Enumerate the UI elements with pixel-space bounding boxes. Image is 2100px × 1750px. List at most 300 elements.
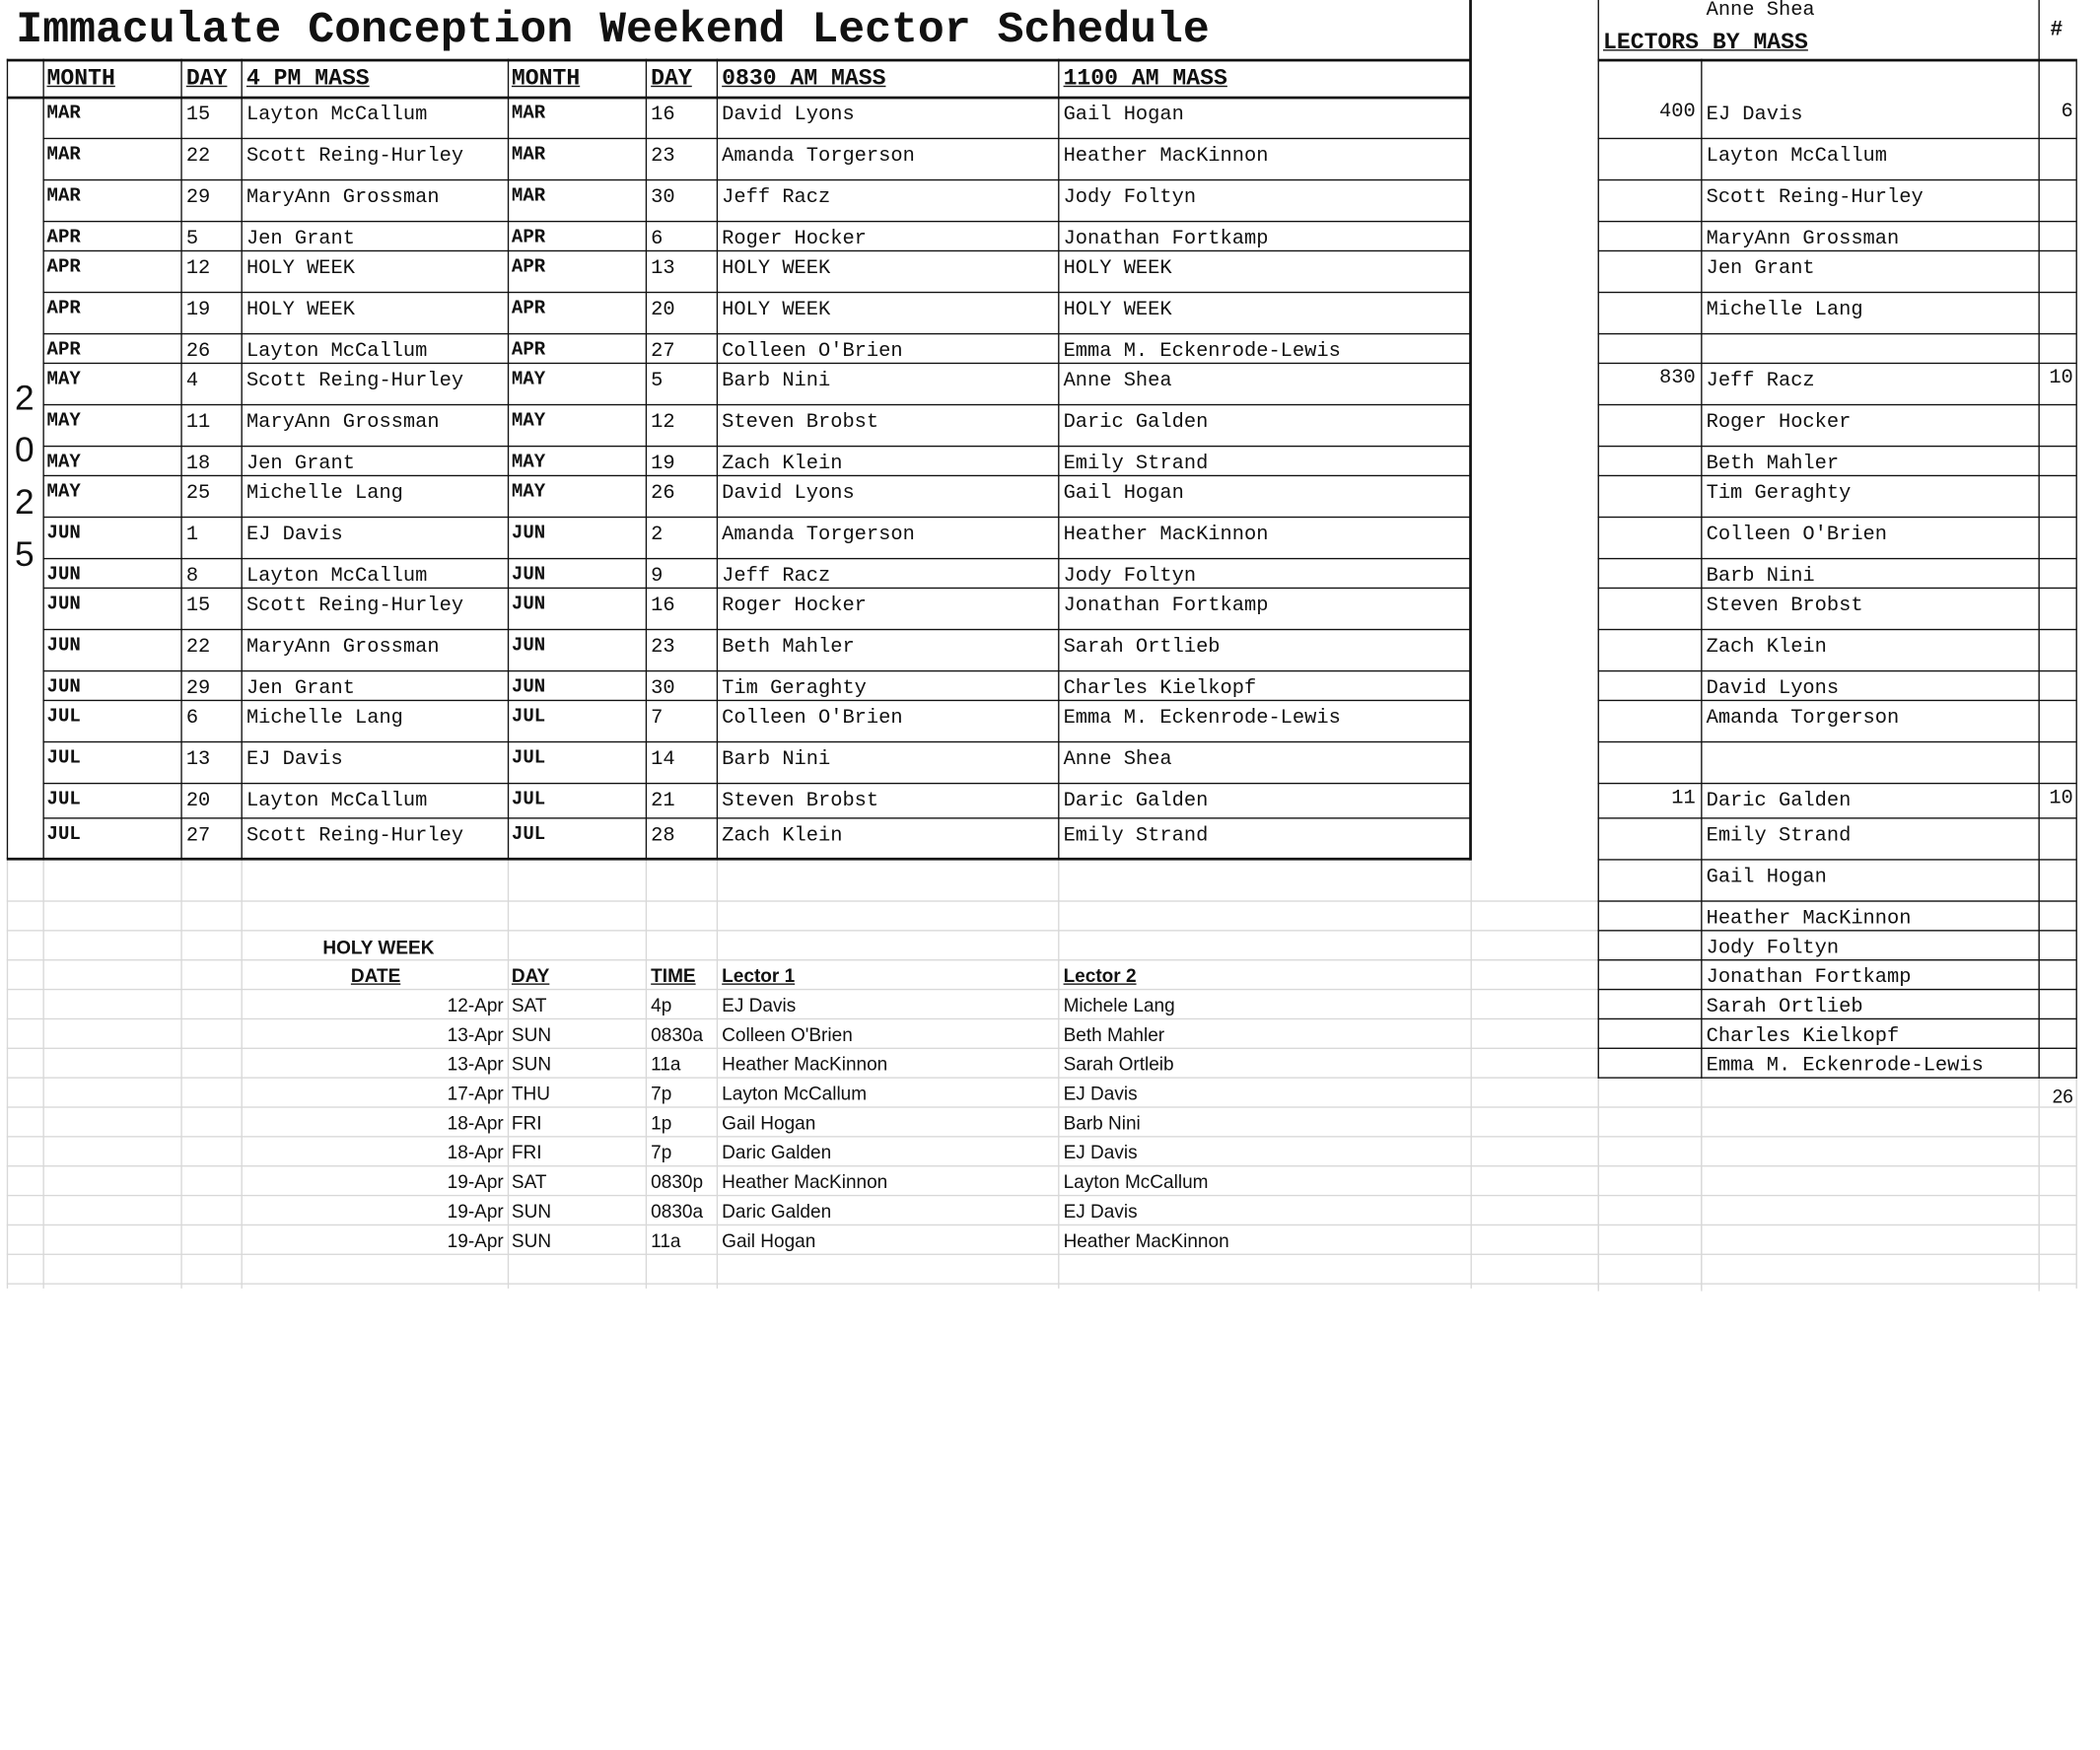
lector-cell[interactable]: Charles Kielkopf bbox=[1063, 676, 1257, 700]
border bbox=[42, 670, 1470, 671]
lector-cell[interactable]: MaryAnn Grossman bbox=[245, 185, 440, 209]
lector-cell[interactable]: Daric Galden bbox=[1063, 789, 1209, 812]
border bbox=[1598, 221, 2076, 222]
count-cell: 10 bbox=[2049, 786, 2073, 810]
border bbox=[7, 97, 1471, 100]
border bbox=[1598, 588, 2076, 589]
holy-week-date[interactable]: 19-Apr bbox=[447, 1200, 504, 1223]
border bbox=[1598, 741, 2076, 742]
year-digit: 2 bbox=[14, 377, 35, 418]
day-cell[interactable]: 25 bbox=[185, 481, 211, 505]
lector-name-cell[interactable]: Gail Hogan bbox=[1706, 866, 1827, 889]
month-cell[interactable]: MAY bbox=[511, 481, 546, 504]
lector-cell[interactable]: Zach Klein bbox=[722, 823, 843, 848]
month-cell[interactable]: JUL bbox=[46, 789, 81, 811]
day-cell[interactable]: 6 bbox=[651, 227, 664, 250]
border bbox=[42, 363, 1470, 364]
holy-week-time[interactable]: 0830a bbox=[651, 1200, 704, 1223]
month-cell[interactable]: MAY bbox=[511, 452, 546, 474]
holy-week-header: Lector 2 bbox=[1063, 964, 1137, 987]
holy-week-day[interactable]: FRI bbox=[511, 1141, 542, 1163]
holy-week-time[interactable]: 11a bbox=[651, 1229, 681, 1251]
column-header: 1100 AM MASS bbox=[1063, 66, 1227, 93]
day-cell[interactable]: 22 bbox=[185, 635, 211, 659]
border bbox=[1598, 558, 2076, 559]
border bbox=[1598, 292, 2076, 293]
lector-name-cell[interactable]: Layton McCallum bbox=[1706, 144, 1888, 168]
border bbox=[1598, 0, 1599, 1079]
day-cell[interactable]: 7 bbox=[651, 706, 664, 730]
lector-name-cell[interactable]: Tim Geraghty bbox=[1706, 481, 1852, 505]
month-cell[interactable]: APR bbox=[46, 227, 81, 249]
holy-week-lector1[interactable]: Layton McCallum bbox=[722, 1082, 868, 1104]
day-cell[interactable]: 13 bbox=[185, 747, 211, 771]
lector-name-cell[interactable]: Jonathan Fortkamp bbox=[1706, 965, 1912, 989]
lector-cell[interactable]: Barb Nini bbox=[722, 747, 831, 771]
month-cell[interactable]: JUL bbox=[46, 823, 81, 846]
border bbox=[42, 221, 1470, 222]
gridline-vertical bbox=[1701, 1077, 1702, 1291]
day-cell[interactable]: 18 bbox=[185, 452, 211, 475]
lector-cell[interactable]: HOLY WEEK bbox=[1063, 256, 1172, 280]
lector-name-cell[interactable]: EJ Davis bbox=[1706, 103, 1803, 126]
lector-cell[interactable]: MaryAnn Grossman bbox=[245, 635, 440, 659]
day-cell[interactable]: 11 bbox=[185, 410, 211, 434]
month-cell[interactable]: JUL bbox=[511, 747, 546, 770]
month-cell[interactable]: JUN bbox=[511, 594, 546, 616]
border bbox=[42, 179, 1470, 180]
month-cell[interactable]: JUN bbox=[46, 523, 81, 545]
border bbox=[1598, 404, 2076, 405]
holy-week-lector2[interactable]: Barb Nini bbox=[1063, 1111, 1141, 1134]
count-cell: 6 bbox=[2061, 100, 2073, 123]
day-cell[interactable]: 9 bbox=[651, 564, 664, 588]
day-cell[interactable]: 20 bbox=[651, 298, 675, 321]
lector-name-cell[interactable]: Anne Shea bbox=[1706, 0, 1815, 22]
holy-week-day[interactable]: SUN bbox=[511, 1200, 552, 1223]
holy-week-time[interactable]: 11a bbox=[651, 1053, 681, 1075]
holy-week-day[interactable]: SUN bbox=[511, 1023, 552, 1045]
lector-cell[interactable]: MaryAnn Grossman bbox=[245, 410, 440, 434]
border bbox=[1598, 783, 2076, 784]
month-cell[interactable]: APR bbox=[46, 298, 81, 320]
lector-cell[interactable]: Amanda Torgerson bbox=[722, 523, 915, 546]
lector-cell[interactable]: Scott Reing-Hurley bbox=[245, 144, 464, 168]
month-cell[interactable]: JUL bbox=[511, 823, 546, 846]
day-cell[interactable]: 28 bbox=[651, 823, 675, 848]
month-cell[interactable]: JUN bbox=[46, 635, 81, 658]
day-cell[interactable]: 4 bbox=[185, 369, 199, 392]
holy-week-lector2[interactable]: Michele Lang bbox=[1063, 994, 1175, 1016]
lector-cell[interactable]: Gail Hogan bbox=[1063, 481, 1184, 505]
holy-week-lector1[interactable]: Colleen O'Brien bbox=[722, 1023, 853, 1045]
month-cell[interactable]: APR bbox=[46, 339, 81, 362]
month-cell[interactable]: APR bbox=[511, 298, 546, 320]
lector-cell[interactable]: Jonathan Fortkamp bbox=[1063, 594, 1269, 617]
holy-week-lector1[interactable]: EJ Davis bbox=[722, 994, 797, 1016]
mass-time-cell: 830 bbox=[1659, 366, 1696, 389]
lectors-total: 26 bbox=[2052, 1085, 2073, 1107]
day-cell[interactable]: 16 bbox=[651, 103, 675, 126]
gridline-horizontal bbox=[7, 1106, 2076, 1107]
gridline-horizontal bbox=[7, 1254, 2076, 1255]
gridline-vertical bbox=[1598, 1077, 1599, 1291]
holy-week-day[interactable]: SAT bbox=[511, 994, 547, 1016]
holy-week-date[interactable]: 13-Apr bbox=[447, 1053, 504, 1075]
month-cell[interactable]: JUL bbox=[511, 706, 546, 729]
day-cell[interactable]: 6 bbox=[185, 706, 199, 730]
day-cell[interactable]: 19 bbox=[185, 298, 211, 321]
lector-cell[interactable]: Michelle Lang bbox=[245, 706, 403, 730]
border bbox=[1598, 333, 2076, 334]
mass-time-cell: 11 bbox=[1671, 786, 1696, 810]
month-cell[interactable]: MAY bbox=[46, 369, 81, 391]
gridline-horizontal bbox=[7, 1136, 2076, 1137]
holy-week-time[interactable]: 7p bbox=[651, 1141, 672, 1163]
lector-cell[interactable]: Jeff Racz bbox=[722, 564, 831, 588]
border bbox=[42, 138, 1470, 139]
holy-week-date[interactable]: 13-Apr bbox=[447, 1023, 504, 1045]
lector-cell[interactable]: Emma M. Eckenrode-Lewis bbox=[1063, 706, 1341, 730]
lector-name-cell[interactable]: Scott Reing-Hurley bbox=[1706, 185, 1924, 209]
border bbox=[1598, 59, 2076, 62]
month-cell[interactable]: MAR bbox=[46, 103, 81, 125]
lector-cell[interactable]: Jen Grant bbox=[245, 227, 355, 250]
month-cell[interactable]: JUN bbox=[46, 594, 81, 616]
lector-cell[interactable]: HOLY WEEK bbox=[722, 256, 831, 280]
holy-week-header: DAY bbox=[511, 964, 550, 987]
border bbox=[1598, 363, 2076, 364]
border bbox=[1598, 900, 2076, 901]
day-cell[interactable]: 15 bbox=[185, 103, 211, 126]
day-cell[interactable]: 12 bbox=[185, 256, 211, 280]
lector-cell[interactable]: Layton McCallum bbox=[245, 564, 428, 588]
border bbox=[2038, 0, 2039, 1079]
day-cell[interactable]: 20 bbox=[185, 789, 211, 812]
lector-cell[interactable]: Layton McCallum bbox=[245, 789, 428, 812]
column-header: 0830 AM MASS bbox=[722, 66, 886, 93]
lector-name-cell[interactable]: Emma M. Eckenrode-Lewis bbox=[1706, 1054, 1984, 1078]
border bbox=[42, 783, 1470, 784]
month-cell[interactable]: APR bbox=[46, 256, 81, 279]
month-cell[interactable]: JUN bbox=[511, 635, 546, 658]
holy-week-header: TIME bbox=[651, 964, 696, 987]
lector-cell[interactable]: David Lyons bbox=[722, 103, 855, 126]
year-digit: 2 bbox=[14, 481, 35, 523]
lector-cell[interactable]: Emma M. Eckenrode-Lewis bbox=[1063, 339, 1341, 363]
lector-name-cell[interactable]: Beth Mahler bbox=[1706, 452, 1840, 475]
month-cell[interactable]: MAY bbox=[511, 410, 546, 433]
border bbox=[42, 817, 1470, 818]
holy-week-day[interactable]: FRI bbox=[511, 1111, 542, 1134]
lector-name-cell[interactable]: Charles Kielkopf bbox=[1706, 1024, 1900, 1048]
border bbox=[1598, 629, 2076, 630]
column-header: DAY bbox=[185, 66, 228, 93]
day-cell[interactable]: 8 bbox=[185, 564, 199, 588]
border bbox=[42, 741, 1470, 742]
lector-name-cell[interactable]: Emily Strand bbox=[1706, 823, 1852, 848]
border bbox=[1598, 959, 2076, 960]
month-cell[interactable]: JUN bbox=[46, 676, 81, 699]
month-cell[interactable]: JUN bbox=[46, 564, 81, 587]
holy-week-lector1[interactable]: Daric Galden bbox=[722, 1141, 832, 1163]
lector-name-cell[interactable]: David Lyons bbox=[1706, 676, 1840, 700]
border bbox=[42, 629, 1470, 630]
day-cell[interactable]: 23 bbox=[651, 144, 675, 168]
day-cell[interactable]: 2 bbox=[651, 523, 664, 546]
lector-name-cell[interactable]: Steven Brobst bbox=[1706, 594, 1863, 617]
gridline-horizontal bbox=[7, 1195, 2076, 1196]
month-cell[interactable]: MAY bbox=[511, 369, 546, 391]
lector-name-cell[interactable]: Heather MacKinnon bbox=[1706, 907, 1912, 931]
holy-week-date[interactable]: 19-Apr bbox=[447, 1170, 504, 1193]
border bbox=[1598, 670, 2076, 671]
border bbox=[1598, 475, 2076, 476]
gridline-horizontal bbox=[7, 1165, 2076, 1166]
month-cell[interactable]: MAY bbox=[46, 410, 81, 433]
count-cell: 10 bbox=[2049, 366, 2073, 389]
page-title: Immaculate Conception Weekend Lector Schedule bbox=[16, 5, 1210, 55]
month-cell[interactable]: MAY bbox=[46, 481, 81, 504]
lector-cell[interactable]: Jody Foltyn bbox=[1063, 185, 1197, 209]
border bbox=[42, 333, 1470, 334]
month-cell[interactable]: MAR bbox=[46, 185, 81, 208]
lector-cell[interactable]: HOLY WEEK bbox=[245, 298, 355, 321]
month-cell[interactable]: APR bbox=[511, 227, 546, 249]
border bbox=[7, 858, 1471, 861]
day-cell[interactable]: 22 bbox=[185, 144, 211, 168]
column-header: 4 PM MASS bbox=[245, 66, 370, 93]
lector-cell[interactable]: Sarah Ortlieb bbox=[1063, 635, 1221, 659]
day-cell[interactable]: 15 bbox=[185, 594, 211, 617]
month-cell[interactable]: APR bbox=[511, 256, 546, 279]
lector-cell[interactable]: Layton McCallum bbox=[245, 103, 428, 126]
lector-cell[interactable]: Jonathan Fortkamp bbox=[1063, 227, 1269, 250]
border bbox=[1598, 930, 2076, 931]
border bbox=[42, 250, 1470, 251]
column-header: MONTH bbox=[46, 66, 115, 93]
holy-week-lector2[interactable]: Layton McCallum bbox=[1063, 1170, 1209, 1193]
border bbox=[42, 292, 1470, 293]
holy-week-time[interactable]: 0830p bbox=[651, 1170, 704, 1193]
day-cell[interactable]: 21 bbox=[651, 789, 675, 812]
border bbox=[1598, 1077, 2077, 1078]
border bbox=[1598, 1018, 2076, 1019]
holy-week-lector1[interactable]: Gail Hogan bbox=[722, 1111, 816, 1134]
column-header: DAY bbox=[651, 66, 692, 93]
day-cell[interactable]: 27 bbox=[651, 339, 675, 363]
holy-week-lector1[interactable]: Heather MacKinnon bbox=[722, 1170, 888, 1193]
lector-cell[interactable]: HOLY WEEK bbox=[722, 298, 831, 321]
border bbox=[42, 517, 1470, 518]
border bbox=[42, 700, 1470, 701]
holy-week-day[interactable]: THU bbox=[511, 1082, 551, 1104]
lector-cell[interactable]: Colleen O'Brien bbox=[722, 706, 903, 730]
year-digit: 0 bbox=[14, 429, 35, 470]
lector-cell[interactable]: EJ Davis bbox=[245, 747, 343, 771]
day-cell[interactable]: 30 bbox=[651, 676, 675, 700]
border bbox=[42, 404, 1470, 405]
day-cell[interactable]: 5 bbox=[185, 227, 199, 250]
lector-cell[interactable]: Anne Shea bbox=[1063, 747, 1172, 771]
month-cell[interactable]: JUL bbox=[46, 747, 81, 770]
border bbox=[1598, 700, 2076, 701]
lector-name-cell[interactable]: Colleen O'Brien bbox=[1706, 523, 1888, 546]
holy-week-header: Lector 1 bbox=[722, 964, 796, 987]
lector-cell[interactable]: Beth Mahler bbox=[722, 635, 855, 659]
holy-week-date[interactable]: 17-Apr bbox=[447, 1082, 504, 1104]
holy-week-lector2[interactable]: EJ Davis bbox=[1063, 1141, 1138, 1163]
lector-cell[interactable]: Daric Galden bbox=[1063, 410, 1209, 434]
holy-week-lector1[interactable]: Daric Galden bbox=[722, 1200, 832, 1223]
lector-cell[interactable]: Jody Foltyn bbox=[1063, 564, 1197, 588]
day-cell[interactable]: 29 bbox=[185, 185, 211, 209]
lector-cell[interactable]: Tim Geraghty bbox=[722, 676, 867, 700]
border bbox=[1598, 817, 2076, 818]
day-cell[interactable]: 19 bbox=[651, 452, 675, 475]
day-cell[interactable]: 27 bbox=[185, 823, 211, 848]
lector-cell[interactable]: Scott Reing-Hurley bbox=[245, 594, 464, 617]
lectors-by-mass-title: LECTORS BY MASS bbox=[1603, 31, 1808, 56]
border bbox=[42, 475, 1470, 476]
holy-week-lector2[interactable]: Beth Mahler bbox=[1063, 1023, 1165, 1045]
lector-name-cell[interactable]: Jeff Racz bbox=[1706, 369, 1815, 392]
lector-name-cell[interactable]: Daric Galden bbox=[1706, 789, 1852, 812]
holy-week-day[interactable]: SAT bbox=[511, 1170, 547, 1193]
day-cell[interactable]: 16 bbox=[651, 594, 675, 617]
day-cell[interactable]: 29 bbox=[185, 676, 211, 700]
holy-week-date[interactable]: 18-Apr bbox=[447, 1141, 504, 1163]
holy-week-lector1[interactable]: Heather MacKinnon bbox=[722, 1053, 888, 1075]
border bbox=[1598, 517, 2076, 518]
gridline-vertical bbox=[2038, 1077, 2039, 1291]
day-cell[interactable]: 13 bbox=[651, 256, 675, 280]
lector-cell[interactable]: Amanda Torgerson bbox=[722, 144, 915, 168]
lector-name-cell[interactable]: Amanda Torgerson bbox=[1706, 706, 1900, 730]
month-cell[interactable]: JUN bbox=[511, 676, 546, 699]
holy-week-date[interactable]: 19-Apr bbox=[447, 1229, 504, 1251]
border bbox=[42, 558, 1470, 559]
holy-week-date[interactable]: 18-Apr bbox=[447, 1111, 504, 1134]
border bbox=[7, 59, 1471, 62]
border bbox=[1598, 989, 2076, 990]
holy-week-header: DATE bbox=[350, 964, 401, 987]
holy-week-date[interactable]: 12-Apr bbox=[447, 994, 504, 1016]
holy-week-lector2[interactable]: EJ Davis bbox=[1063, 1200, 1138, 1223]
border bbox=[1598, 1048, 2076, 1049]
lector-cell[interactable]: Colleen O'Brien bbox=[722, 339, 903, 363]
day-cell[interactable]: 12 bbox=[651, 410, 675, 434]
month-cell[interactable]: MAR bbox=[511, 144, 546, 167]
lector-name-cell[interactable]: Roger Hocker bbox=[1706, 410, 1852, 434]
lector-cell[interactable]: Scott Reing-Hurley bbox=[245, 369, 464, 392]
holy-week-lector2[interactable]: EJ Davis bbox=[1063, 1082, 1138, 1104]
month-cell[interactable]: JUL bbox=[511, 789, 546, 811]
lector-name-cell[interactable]: Jody Foltyn bbox=[1706, 936, 1840, 960]
count-header: # bbox=[2050, 17, 2063, 40]
lector-name-cell[interactable]: Michelle Lang bbox=[1706, 298, 1863, 321]
month-cell[interactable]: MAR bbox=[511, 185, 546, 208]
border bbox=[42, 588, 1470, 589]
lector-cell[interactable]: EJ Davis bbox=[245, 523, 343, 546]
lector-name-cell[interactable]: Barb Nini bbox=[1706, 564, 1815, 588]
holy-week-time[interactable]: 7p bbox=[651, 1082, 672, 1104]
lector-cell[interactable]: Michelle Lang bbox=[245, 481, 403, 505]
year-digit: 5 bbox=[14, 533, 35, 575]
holy-week-day[interactable]: SUN bbox=[511, 1053, 552, 1075]
holy-week-lector1[interactable]: Gail Hogan bbox=[722, 1229, 816, 1251]
border bbox=[1598, 138, 2076, 139]
border bbox=[1598, 446, 2076, 447]
holy-week-lector2[interactable]: Sarah Ortleib bbox=[1063, 1053, 1174, 1075]
day-cell[interactable]: 1 bbox=[185, 523, 199, 546]
column-header: MONTH bbox=[511, 66, 581, 93]
lector-cell[interactable]: Roger Hocker bbox=[722, 594, 867, 617]
lector-cell[interactable]: Emily Strand bbox=[1063, 452, 1209, 475]
month-cell[interactable]: MAR bbox=[46, 144, 81, 167]
day-cell[interactable]: 14 bbox=[651, 747, 675, 771]
border bbox=[1469, 0, 1472, 861]
lector-cell[interactable]: Scott Reing-Hurley bbox=[245, 823, 464, 848]
month-cell[interactable]: JUN bbox=[511, 564, 546, 587]
border bbox=[1701, 59, 1702, 1079]
lector-cell[interactable]: Jen Grant bbox=[245, 676, 355, 700]
lector-cell[interactable]: Zach Klein bbox=[722, 452, 843, 475]
holy-week-day[interactable]: SUN bbox=[511, 1229, 552, 1251]
lector-cell[interactable]: Gail Hogan bbox=[1063, 103, 1184, 126]
day-cell[interactable]: 5 bbox=[651, 369, 664, 392]
gridline-horizontal bbox=[7, 1283, 2076, 1284]
day-cell[interactable]: 23 bbox=[651, 635, 675, 659]
lector-cell[interactable]: Anne Shea bbox=[1063, 369, 1172, 392]
holy-week-time[interactable]: 1p bbox=[651, 1111, 672, 1134]
lector-cell[interactable]: Heather MacKinnon bbox=[1063, 523, 1269, 546]
lector-name-cell[interactable]: MaryAnn Grossman bbox=[1706, 227, 1900, 250]
border bbox=[2076, 59, 2077, 1079]
month-cell[interactable]: MAY bbox=[46, 452, 81, 474]
border bbox=[7, 59, 8, 860]
month-cell[interactable]: JUL bbox=[46, 706, 81, 729]
lector-cell[interactable]: Emily Strand bbox=[1063, 823, 1209, 848]
lector-cell[interactable]: Roger Hocker bbox=[722, 227, 867, 250]
lector-cell[interactable]: HOLY WEEK bbox=[1063, 298, 1172, 321]
holy-week-lector2[interactable]: Heather MacKinnon bbox=[1063, 1229, 1229, 1251]
lector-cell[interactable]: Steven Brobst bbox=[722, 410, 879, 434]
month-cell[interactable]: MAR bbox=[511, 103, 546, 125]
day-cell[interactable]: 26 bbox=[185, 339, 211, 363]
month-cell[interactable]: APR bbox=[511, 339, 546, 362]
holy-week-title: HOLY WEEK bbox=[322, 936, 435, 958]
holy-week-time[interactable]: 0830a bbox=[651, 1023, 704, 1045]
lector-name-cell[interactable]: Zach Klein bbox=[1706, 635, 1827, 659]
lector-name-cell[interactable]: Jen Grant bbox=[1706, 256, 1815, 280]
lector-cell[interactable]: HOLY WEEK bbox=[245, 256, 355, 280]
lector-name-cell[interactable]: Sarah Ortlieb bbox=[1706, 995, 1863, 1018]
day-cell[interactable]: 26 bbox=[651, 481, 675, 505]
lector-cell[interactable]: Steven Brobst bbox=[722, 789, 879, 812]
lector-cell[interactable]: Jen Grant bbox=[245, 452, 355, 475]
holy-week-time[interactable]: 4p bbox=[651, 994, 672, 1016]
lector-cell[interactable]: Heather MacKinnon bbox=[1063, 144, 1269, 168]
lector-cell[interactable]: David Lyons bbox=[722, 481, 855, 505]
lector-cell[interactable]: Jeff Racz bbox=[722, 185, 831, 209]
lector-cell[interactable]: Barb Nini bbox=[722, 369, 831, 392]
border bbox=[1598, 250, 2076, 251]
mass-time-cell: 400 bbox=[1659, 100, 1696, 123]
lector-cell[interactable]: Layton McCallum bbox=[245, 339, 428, 363]
day-cell[interactable]: 30 bbox=[651, 185, 675, 209]
month-cell[interactable]: JUN bbox=[511, 523, 546, 545]
